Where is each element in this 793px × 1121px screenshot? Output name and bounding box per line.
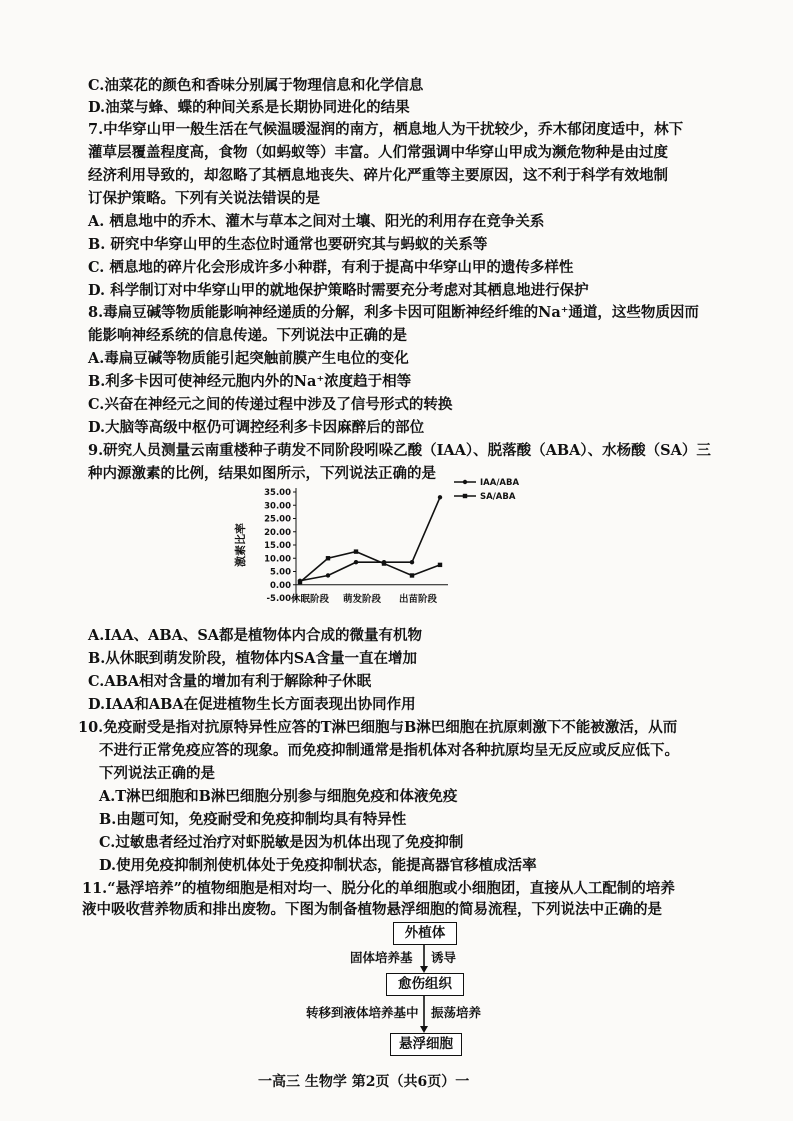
flow-label-induce: 诱导	[431, 950, 457, 965]
q7-stem-line: 7.中华穿山甲一般生活在气候温暖湿润的南方，栖息地人为干扰较少，乔木郁闭度适中，林下	[88, 121, 684, 138]
flow-box-suspension-cells: 悬浮细胞	[390, 1033, 462, 1056]
data-point-sa-aba	[354, 549, 358, 553]
q9-option-d: D.IAA和ABA在促进植物生长方面表现出协同作用	[88, 696, 416, 713]
data-point-iaa-aba	[326, 573, 330, 577]
y-tick-label: 20.00	[264, 527, 291, 538]
y-tick-label: 5.00	[270, 567, 291, 578]
y-tick-label: 10.00	[264, 554, 291, 565]
legend-label: IAA/ABA	[480, 478, 520, 488]
q8-option-d: D.大脑等高级中枢仍可调控经利多卡因麻醉后的部位	[88, 419, 425, 436]
y-axis-label: 激素比率	[234, 523, 247, 567]
x-category-label: 休眠阶段	[290, 593, 330, 605]
y-tick-label: -5.00	[266, 594, 291, 604]
y-tick-label: 15.00	[264, 541, 291, 551]
q9-option-c: C.ABA相对含量的增加有利于解除种子休眠	[88, 673, 372, 690]
q8-option-c: C.兴奋在神经元之间的传递过程中涉及了信号形式的转换	[88, 396, 453, 413]
q6-option-c: C.油菜花的颜色和香味分别属于物理信息和化学信息	[88, 77, 424, 94]
legend-marker	[463, 494, 467, 498]
q8-stem-line: 8.毒扁豆碱等物质能影响神经递质的分解，利多卡因可阻断神经纤维的Na⁺通道，这些物质因而	[88, 304, 699, 321]
y-tick-label: 35.00	[264, 488, 291, 498]
q6-option-d: D.油菜与蜂、蝶的种间关系是长期协同进化的结果	[88, 99, 410, 116]
culture-flowchart	[290, 918, 520, 1058]
y-tick-label: 25.00	[264, 514, 291, 525]
q10-option-c: C.过敏患者经过治疗对虾脱敏是因为机体出现了免疫抑制	[99, 834, 464, 851]
flow-label-shaking-culture: 振荡培养	[431, 1005, 482, 1020]
q9-stem-line: 9.研究人员测量云南重楼种子萌发不同阶段吲哚乙酸（IAA）、脱落酸（ABA）、水杨酸（SA）三	[88, 442, 711, 459]
q8-option-a: A.毒扁豆碱等物质能引起突触前膜产生电位的变化	[88, 350, 409, 367]
q10-option-d: D.使用免疫抑制剂使机体处于免疫抑制状态，能提高器官移植成活率	[99, 857, 537, 874]
flow-label-solid-medium: 固体培养基	[350, 950, 413, 965]
q9-option-b: B.从休眠到萌发阶段，植物体内SA含量一直在增加	[88, 650, 418, 667]
flow-box-explant: 外植体	[393, 922, 457, 945]
legend-label: SA/ABA	[480, 492, 516, 502]
q8-stem-line: 能影响神经系统的信息传递。下列说法中正确的是	[88, 327, 407, 344]
q7-stem-line: 灌草层覆盖程度高，食物（如蚂蚁等）丰富。人们常强调中华穿山甲成为濒危物种是由过度	[88, 144, 668, 161]
q7-option-a: A. 栖息地中的乔木、灌木与草本之间对土壤、阳光的利用存在竞争关系	[88, 213, 545, 230]
q11-stem-line: 液中吸收营养物质和排出废物。下图为制备植物悬浮细胞的简易流程，下列说法中正确的是	[82, 901, 662, 918]
flow-label-transfer-liquid: 转移到液体培养基中	[306, 1005, 419, 1020]
q7-option-d: D. 科学制订对中华穿山甲的就地保护策略时需要充分考虑对其栖息地进行保护	[88, 282, 589, 299]
data-point-sa-aba	[326, 556, 330, 560]
data-point-sa-aba	[298, 580, 302, 584]
data-point-sa-aba	[410, 573, 414, 577]
x-category-label: 萌发阶段	[342, 593, 382, 605]
q7-option-c: C. 栖息地的碎片化会形成许多小种群，有利于提高中华穿山甲的遗传多样性	[88, 259, 574, 276]
q7-stem-line: 经济利用导致的，却忽略了其栖息地丧失、碎片化严重等主要原因，这不利于科学有效地制	[88, 167, 668, 184]
q7-option-b: B. 研究中华穿山甲的生态位时通常也要研究其与蚂蚁的关系等	[88, 236, 488, 253]
series-line-iaa-aba	[300, 497, 440, 580]
data-point-sa-aba	[382, 561, 386, 565]
q10-option-a: A.T淋巴细胞和B淋巴细胞分别参与细胞免疫和体液免疫	[99, 788, 458, 805]
flow-box-callus: 愈伤组织	[386, 973, 464, 996]
flow-arrowhead	[420, 1026, 428, 1033]
y-tick-label: 30.00	[264, 501, 291, 512]
data-point-iaa-aba	[438, 495, 442, 499]
q10-stem-line: 不进行正常免疫应答的现象。而免疫抑制通常是指机体对各种抗原均呈无反应或反应低下。	[99, 742, 679, 759]
legend-marker	[463, 480, 467, 484]
q8-option-b: B.利多卡因可使神经元胞内外的Na⁺浓度趋于相等	[88, 373, 412, 390]
q9-option-a: A.IAA、ABA、SA都是植物体内合成的微量有机物	[88, 627, 423, 644]
page-footer: 一高三 生物学 第2页（共6页）一	[258, 1074, 470, 1090]
q10-stem-line: 10.免疫耐受是指对抗原特异性应答的T淋巴细胞与B淋巴细胞在抗原刺激下不能被激活，从而	[78, 719, 678, 736]
flow-arrowhead	[420, 966, 428, 973]
data-point-iaa-aba	[354, 560, 358, 564]
q10-option-b: B.由题可知，免疫耐受和免疫抑制均具有特异性	[99, 811, 407, 828]
q9-stem-line: 种内源激素的比例，结果如图所示，下列说法正确的是	[88, 465, 436, 482]
data-point-iaa-aba	[410, 560, 414, 564]
q7-stem-line: 订保护策略。下列有关说法错误的是	[88, 190, 320, 207]
data-point-sa-aba	[438, 563, 442, 567]
hormone-ratio-chart	[220, 472, 560, 622]
x-category-label: 出苗阶段	[398, 593, 438, 605]
q10-stem-line: 下列说法正确的是	[99, 765, 215, 782]
y-tick-label: 0.00	[270, 580, 291, 591]
q11-stem-line: 11.“悬浮培养”的植物细胞是相对均一、脱分化的单细胞或小细胞团，直接从人工配制的培养	[82, 880, 675, 897]
